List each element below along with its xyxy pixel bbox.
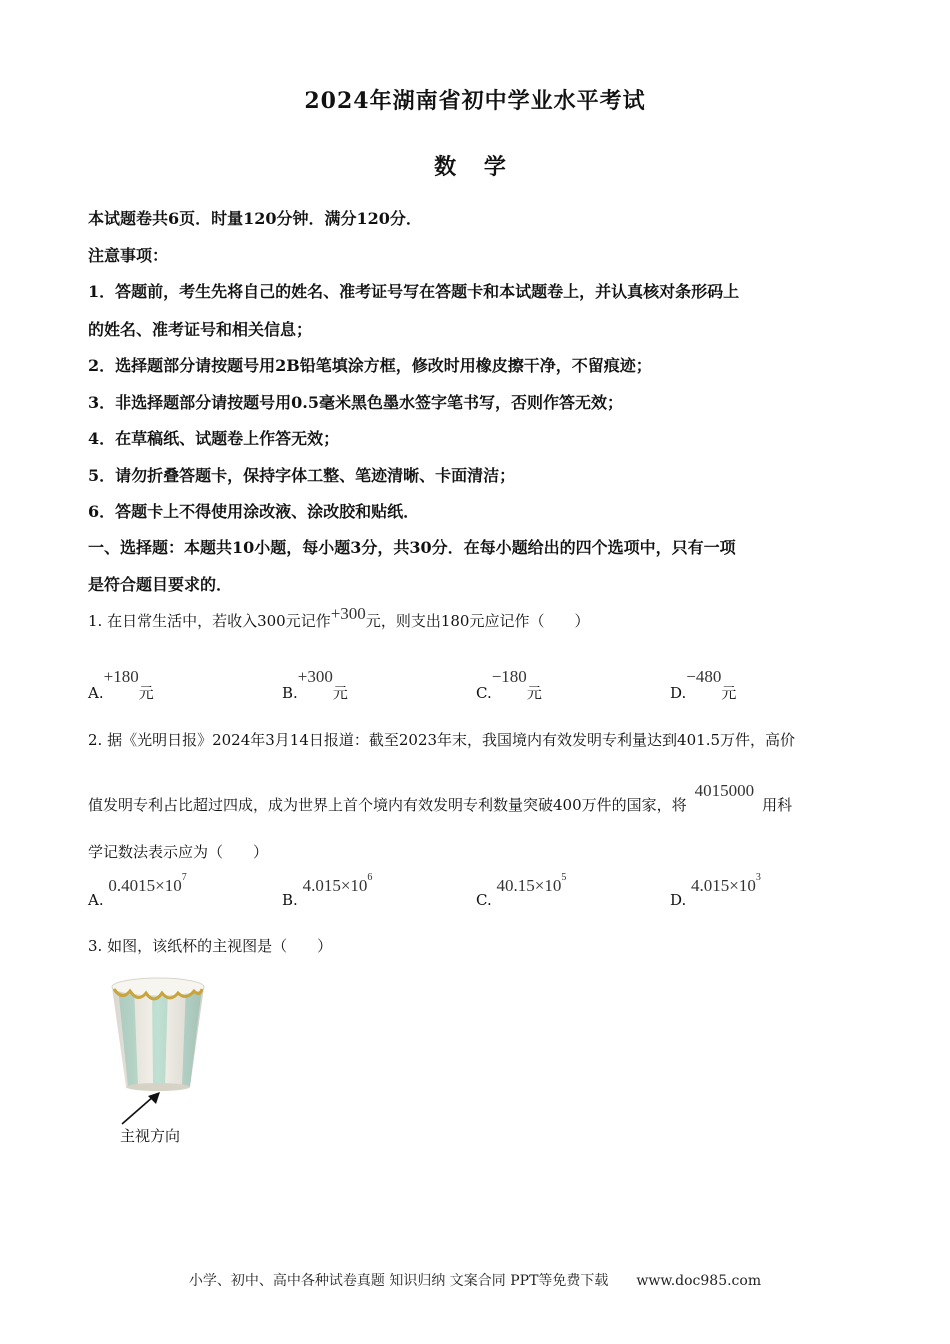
option-a[interactable] [88,666,154,702]
notice-line: 6．答题卡上不得使用涂改液、涂改胶和贴纸． [88,502,420,521]
option-c[interactable] [476,872,567,909]
page-title: 2024年湖南省初中学业水平考试 [304,88,646,114]
option-exponent: 6 [367,872,373,883]
question-2-line [88,781,793,815]
question-1-stem [88,604,590,631]
paper-cup-figure [108,975,208,1150]
figure-caption: 主视方向 [120,1127,181,1145]
option-value: 4.015×10 [302,876,368,895]
option-value: 40.15×10 [496,876,562,895]
option-letter: C. [476,891,492,909]
q1-text-b: 元，则支出180元应记作（ ） [365,612,590,630]
option-d[interactable] [670,666,737,702]
question-2-line: 2. 据《光明日报》2024年3月14日报道：截至2023年末，我国境内有效发明专利量达到401.5万件，高价 [88,731,796,749]
q2-math: 4015000 [694,781,755,800]
view-direction-arrow-icon [116,1090,176,1130]
question-3-stem: 3. 如图，该纸杯的主视图是（ ） [88,937,333,955]
option-value: −480 [686,667,722,686]
q2-text-b: 用科 [762,796,793,814]
notice-line: 5．请勿折叠答题卡，保持字体工整、笔迹清晰、卡面清洁； [88,466,516,485]
option-unit: 元 [526,684,542,702]
option-value: −180 [491,667,527,686]
exam-info: 本试题卷共6页．时量120分钟．满分120分． [88,209,422,228]
q1-text-a: 1. 在日常生活中，若收入300元记作 [88,612,331,630]
option-b[interactable] [282,872,373,909]
section-heading: 一、选择题：本题共10小题，每小题3分，共30分．在每小题给出的四个选项中，只有一项 [88,538,736,557]
option-exponent: 5 [561,872,567,883]
option-value: +300 [297,667,333,686]
q2-text-a: 值发明专利占比超过四成，成为世界上首个境内有效发明专利数量突破400万件的国家，将 [88,796,687,814]
notice-line: 的姓名、准考证号和相关信息； [88,320,313,339]
option-letter: C. [476,684,492,702]
option-exponent: 3 [755,872,761,883]
option-letter: D. [670,684,687,702]
section-heading: 是符合题目要求的． [88,575,233,594]
option-unit: 元 [138,684,154,702]
q1-math: +300 [330,604,366,623]
option-letter: B. [282,684,298,702]
option-d[interactable] [670,872,761,909]
option-a[interactable] [88,872,187,909]
notice-title: 注意事项： [88,246,169,265]
footer-text: 小学、初中、高中各种试卷真题 知识归纳 文案合同 PPT等免费下载 www.doc985.com [188,1273,762,1289]
option-unit: 元 [332,684,348,702]
option-value: 0.4015×10 [108,876,182,895]
notice-line: 4．在草稿纸、试题卷上作答无效； [88,429,340,448]
subject-title: 数 学 [434,154,516,180]
option-exponent: 7 [181,872,187,883]
option-letter: B. [282,891,298,909]
option-value: +180 [103,667,139,686]
question-2-line: 学记数法表示应为（ ） [88,843,269,861]
option-letter: A. [88,891,104,909]
option-letter: A. [88,684,104,702]
option-unit: 元 [721,684,737,702]
notice-line: 2．选择题部分请按题号用2B铅笔填涂方框，修改时用橡皮擦干净，不留痕迹； [88,356,652,375]
notice-line: 1．答题前，考生先将自己的姓名、准考证号写在答题卡和本试题卷上，并认真核对条形码上 [88,282,740,301]
option-value: 4.015×10 [691,876,756,895]
notice-line: 3．非选择题部分请按题号用0.5毫米黑色墨水签字笔书写，否则作答无效； [88,393,623,412]
option-letter: D. [670,891,687,909]
option-c[interactable] [476,666,542,702]
option-b[interactable] [282,666,348,702]
